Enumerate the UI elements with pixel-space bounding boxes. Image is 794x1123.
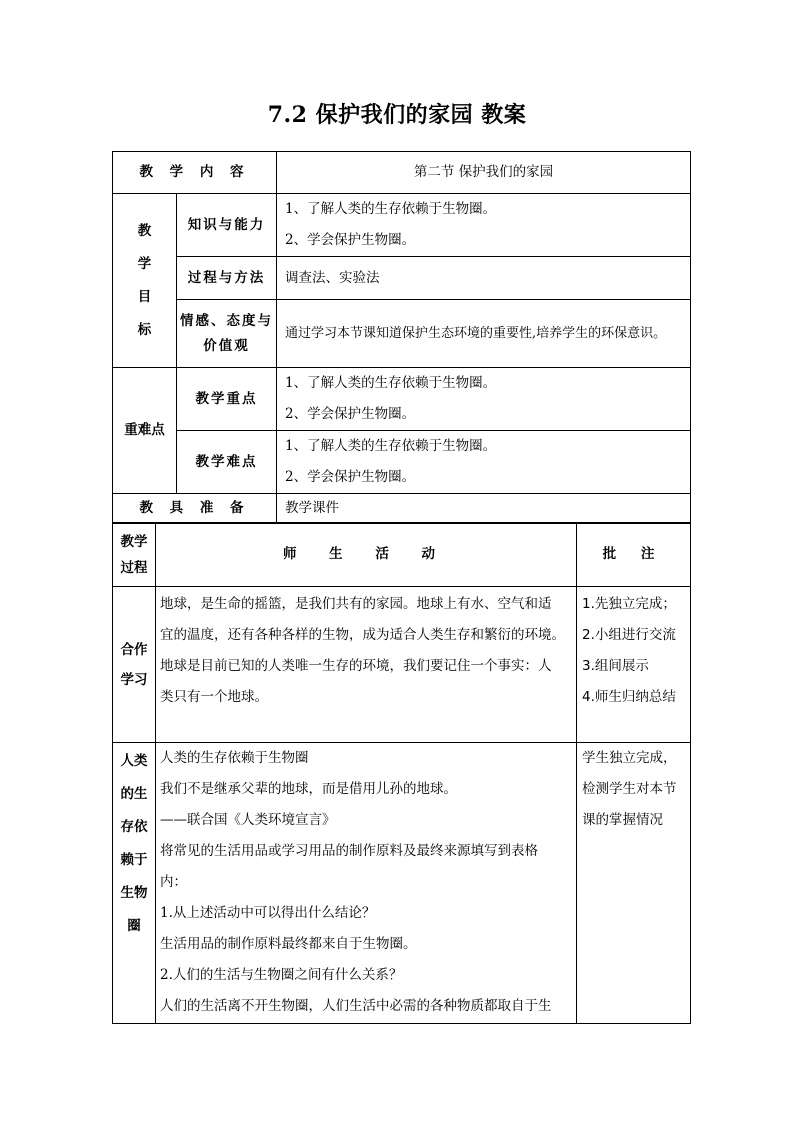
teaching-process-table bbox=[112, 522, 691, 1024]
content-label: 教 学 内 容 bbox=[113, 152, 277, 194]
knowledge-label: 知识与能力 bbox=[177, 194, 277, 257]
biosphere-label: 人类 的生 存依 赖于 生物 圈 bbox=[113, 743, 156, 1024]
prep-row bbox=[113, 494, 691, 524]
cooperative-label: 合作 学习 bbox=[113, 587, 156, 743]
cooperative-activity: 地球，是生命的摇篮，是我们共有的家园。地球上有水、空气和适 宜的温度，还有各种各样的生物，成为适合人类生存和繁衍的环境。 地球是目前已知的人类唯一生存的环境，我们要记住一个事实：人 类只有一个地球。 bbox=[156, 587, 577, 743]
biosphere-activity: 人类的生存依赖于生物圈 我们不是继承父辈的地球，而是借用儿孙的地球。 ——联合国《人类环境宣言》 将常见的生活用品或学习用品的制作原料及最终来源填写到表格 内： 1.从上述活动中可以得出什么结论？ 生活用品的制作原料最终都来自于生物圈。 2.人们的生活与生物圈之间有什么关系？ 人们的生活离不开生物圈，人们生活中必需的各种物质都取自于生 bbox=[156, 743, 577, 1024]
goal-label: 教 学 目 标 bbox=[113, 194, 177, 368]
lesson-info-table bbox=[112, 151, 691, 524]
process-label: 过程与方法 bbox=[177, 257, 277, 300]
difficulty-value: 1、了解人类的生存依赖于生物圈。 2、学会保护生物圈。 bbox=[277, 431, 691, 494]
key-label: 重难点 bbox=[113, 368, 177, 494]
process-header-label: 教学 过程 bbox=[113, 523, 156, 587]
prep-value: 教学课件 bbox=[277, 494, 691, 524]
activity-row-cooperative bbox=[113, 587, 691, 743]
process-value: 调查法、实验法 bbox=[277, 257, 691, 300]
attitude-row bbox=[113, 300, 691, 368]
process-header-row bbox=[113, 523, 691, 587]
page-title: 7.2 保护我们的家园 教案 bbox=[267, 102, 527, 128]
cooperative-notes: 1.先独立完成； 2.小组进行交流 3.组间展示 4.师生归纳总结 bbox=[577, 587, 691, 743]
prep-label: 教 具 准 备 bbox=[113, 494, 277, 524]
process-method-row bbox=[113, 257, 691, 300]
difficulty-label: 教学难点 bbox=[177, 431, 277, 494]
activity-header: 师 生 活 动 bbox=[156, 523, 577, 587]
knowledge-value: 1、了解人类的生存依赖于生物圈。 2、学会保护生物圈。 bbox=[277, 194, 691, 257]
attitude-value: 通过学习本节课知道保护生态环境的重要性,培养学生的环保意识。 bbox=[277, 300, 691, 368]
focus-row bbox=[113, 368, 691, 431]
knowledge-row bbox=[113, 194, 691, 257]
difficulty-row bbox=[113, 431, 691, 494]
content-value: 第二节 保护我们的家园 bbox=[277, 152, 691, 194]
biosphere-notes: 学生独立完成， 检测学生对本节 课的掌握情况 bbox=[577, 743, 691, 1024]
notes-header: 批 注 bbox=[577, 523, 691, 587]
activity-row-biosphere bbox=[113, 743, 691, 1024]
focus-value: 1、了解人类的生存依赖于生物圈。 2、学会保护生物圈。 bbox=[277, 368, 691, 431]
focus-label: 教学重点 bbox=[177, 368, 277, 431]
attitude-label: 情感、态度与 价值观 bbox=[177, 300, 277, 368]
content-row bbox=[113, 152, 691, 194]
